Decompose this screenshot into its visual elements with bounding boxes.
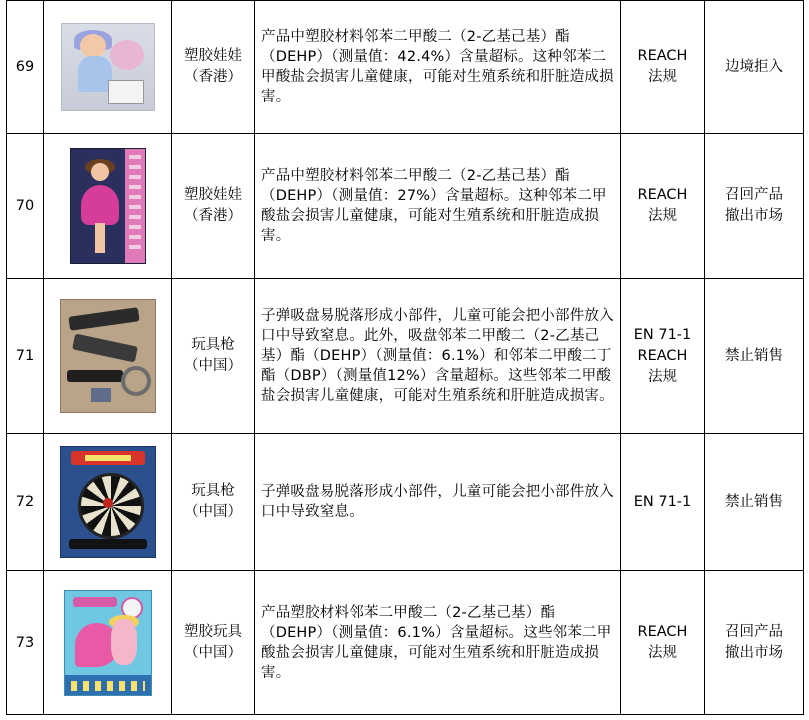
row-number: 69 bbox=[7, 1, 44, 134]
table-row bbox=[7, 1, 804, 134]
hazard-description: 产品塑胶材料邻苯二甲酸二（2-乙基己基）酯（DEHP）（测量值：6.1%）含量超标。这些邻苯二甲酸盐会损害儿童健康，可能对生殖系统和肝脏造成损害。 bbox=[255, 571, 621, 715]
product-name: 塑胶玩具 bbox=[184, 623, 242, 640]
product-name: 塑胶娃娃 bbox=[184, 187, 242, 203]
product-name-cell bbox=[172, 434, 255, 571]
product-origin: （中国） bbox=[184, 504, 242, 520]
product-name-cell bbox=[172, 279, 255, 434]
product-name-cell bbox=[172, 571, 255, 715]
doll-box-photo bbox=[70, 148, 146, 264]
row-number: 73 bbox=[7, 571, 44, 715]
regulation-cell bbox=[621, 434, 705, 571]
table-row bbox=[7, 134, 804, 279]
regulation-line: REACH bbox=[637, 48, 688, 64]
hazard-description: 产品中塑胶材料邻苯二甲酸二（2-乙基己基）酯（DEHP）（测量值：27%）含量超标。这种邻苯二甲酸盐会损害儿童健康，可能对生殖系统和肝脏造成损害。 bbox=[255, 134, 621, 279]
measure-line: 召回产品 bbox=[725, 623, 783, 640]
regulation-line: REACH bbox=[637, 623, 688, 640]
hazard-description: 子弹吸盘易脱落形成小部件，儿童可能会把小部件放入口中导致窒息。 bbox=[255, 434, 621, 571]
product-photo-cell bbox=[44, 571, 172, 715]
row-number: 72 bbox=[7, 434, 44, 571]
row-number: 71 bbox=[7, 279, 44, 434]
regulation-line: 法规 bbox=[648, 644, 677, 661]
measure-line: 召回产品 bbox=[725, 187, 783, 203]
regulation-cell bbox=[621, 571, 705, 715]
product-name-cell bbox=[172, 1, 255, 134]
measure-cell bbox=[705, 1, 804, 134]
doll-photo bbox=[61, 23, 155, 111]
product-photo-cell bbox=[44, 134, 172, 279]
regulation-cell bbox=[621, 1, 705, 134]
product-name: 塑胶娃娃 bbox=[184, 48, 242, 64]
table-row bbox=[7, 571, 804, 715]
product-photo-cell bbox=[44, 279, 172, 434]
measure-line: 禁止销售 bbox=[725, 493, 783, 510]
product-origin: （中国） bbox=[184, 644, 242, 661]
hazard-description: 子弹吸盘易脱落形成小部件，儿童可能会把小部件放入口中导致窒息。此外，吸盘邻苯二甲酸二（2-乙基己基）酯（DEHP）（测量值：6.1%）和邻苯二甲酸二丁酯（DBP）（测量值12%）含量超标。这些邻苯二甲酸盐会损害儿童健康，可能对生殖系统和肝脏造成损害。 bbox=[255, 279, 621, 434]
measure-cell bbox=[705, 434, 804, 571]
regulation-line: 法规 bbox=[648, 368, 677, 385]
measure-line: 撤出市场 bbox=[725, 644, 783, 661]
measure-cell bbox=[705, 279, 804, 434]
measure-cell bbox=[705, 571, 804, 715]
product-photo-cell bbox=[44, 434, 172, 571]
regulation-cell bbox=[621, 134, 705, 279]
regulation-line: 法规 bbox=[648, 69, 677, 85]
product-photo-cell bbox=[44, 1, 172, 134]
mermaid-toy-photo bbox=[64, 590, 152, 696]
regulation-line: 法规 bbox=[648, 208, 677, 224]
measure-line: 撤出市场 bbox=[725, 208, 783, 224]
product-origin: （中国） bbox=[184, 358, 242, 374]
measure-line: 边境拒入 bbox=[725, 58, 783, 75]
product-origin: （香港） bbox=[184, 69, 242, 85]
police-dart-board-photo bbox=[60, 446, 156, 558]
product-name-cell bbox=[172, 134, 255, 279]
regulation-cell bbox=[621, 279, 705, 434]
row-number: 70 bbox=[7, 134, 44, 279]
product-origin: （香港） bbox=[184, 208, 242, 224]
regulation-line: REACH bbox=[637, 347, 688, 364]
regulation-line: EN 71-1 bbox=[633, 326, 692, 343]
product-name: 玩具枪 bbox=[191, 483, 235, 499]
table-row bbox=[7, 434, 804, 571]
product-name: 玩具枪 bbox=[191, 337, 235, 353]
hazard-description: 产品中塑胶材料邻苯二甲酸二（2-乙基己基）酯（DEHP）（测量值：42.4%）含量超标。这种邻苯二甲酸盐会损害儿童健康，可能对生殖系统和肝脏造成损害。 bbox=[255, 1, 621, 134]
measure-line: 禁止销售 bbox=[725, 347, 783, 364]
product-recall-table bbox=[6, 0, 804, 715]
toy-gun-set-photo bbox=[60, 299, 156, 413]
measure-cell bbox=[705, 134, 804, 279]
regulation-line: REACH bbox=[637, 187, 688, 203]
table-row bbox=[7, 279, 804, 434]
regulation-line: EN 71-1 bbox=[633, 493, 692, 510]
